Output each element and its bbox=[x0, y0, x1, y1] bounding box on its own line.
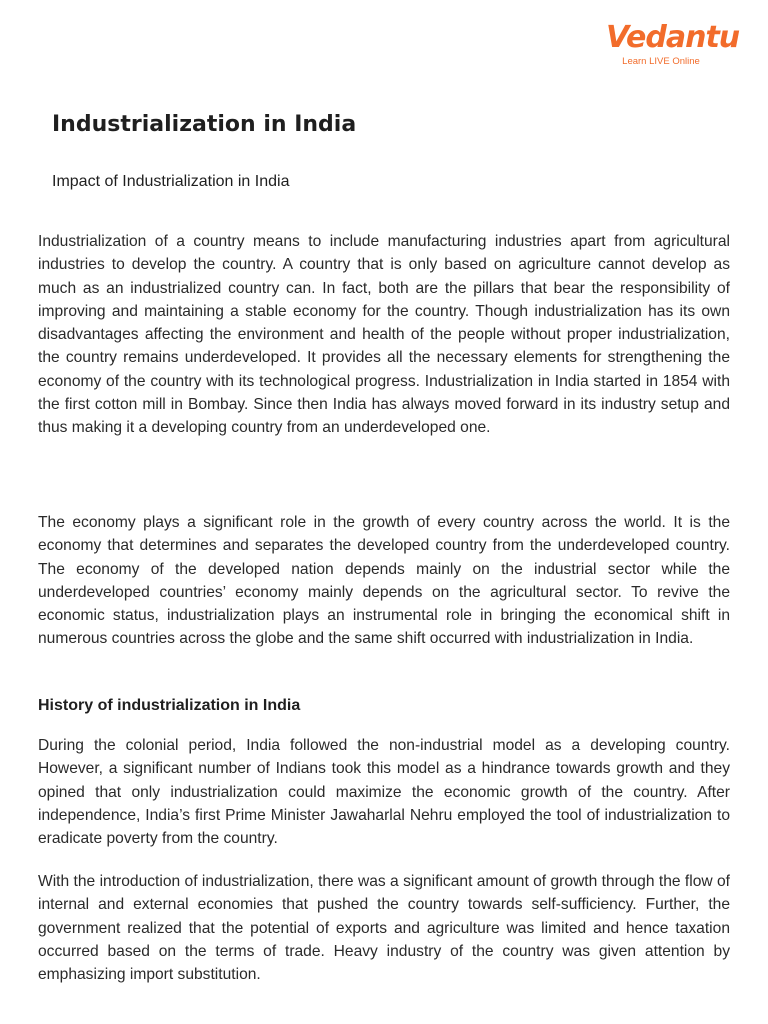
intro-paragraph: Industrialization of a country means to include manufacturing industries apart from agricultural industries to develop the country. A country that is only based on agriculture cannot develop as much as an industrialized country can. In fact, both are the pillars that bear the responsibility of improving and maintaining a stable economy for the country. Though industrialization has its own disadvantages affecting the environment and health of the people without proper industrialization, the country remains underdeveloped. It provides all the necessary elements for strengthening the economy of the country with its technological progress. Industrialization in India started in 1854 with the first cotton mill in Bombay. Since then India has always moved forward in its industry setup and thus making it a developing country from an underdeveloped one. bbox=[38, 233, 730, 437]
page-subtitle: Impact of Industrialization in India bbox=[52, 173, 290, 190]
history-paragraph-1: During the colonial period, India followed the non-industrial model as a developing country. However, a significant number of Indians took this model as a hindrance towards growth and they opined that only industrialization could maximize the economic growth of the country. After independence, India’s first Prime Minister Jawaharlal Nehru employed the tool of industrialization to eradicate poverty from the country. bbox=[38, 737, 730, 848]
history-paragraph-2: With the introduction of industrialization, there was a significant amount of growth through the flow of internal and external economies that pushed the country towards self-sufficiency. Further, the government realized that the potential of exports and agriculture was limited and hence taxation occurred based on the terms of trade. Heavy industry of the country was given attention by emphasizing import substitution. bbox=[38, 873, 730, 984]
page-title: Industrialization in India bbox=[52, 112, 357, 137]
logo-tagline: Learn LIVE Online bbox=[622, 56, 700, 67]
logo-wordmark: Vedantu bbox=[606, 20, 740, 55]
history-heading: History of industrialization in India bbox=[38, 697, 301, 714]
economy-paragraph: The economy plays a significant role in the growth of every country across the world. It is the economy that determines and separates the developed country from the underdeveloped country. The economy of the developed nation depends mainly on the industrial sector while the underdeveloped countries’ economy mainly depends on the agricultural sector. To revive the economic status, industrialization plays an instrumental role in bringing the economical shift in numerous countries across the globe and the same shift occurred with industrialization in India. bbox=[38, 514, 730, 648]
vedantu-logo bbox=[606, 20, 740, 67]
